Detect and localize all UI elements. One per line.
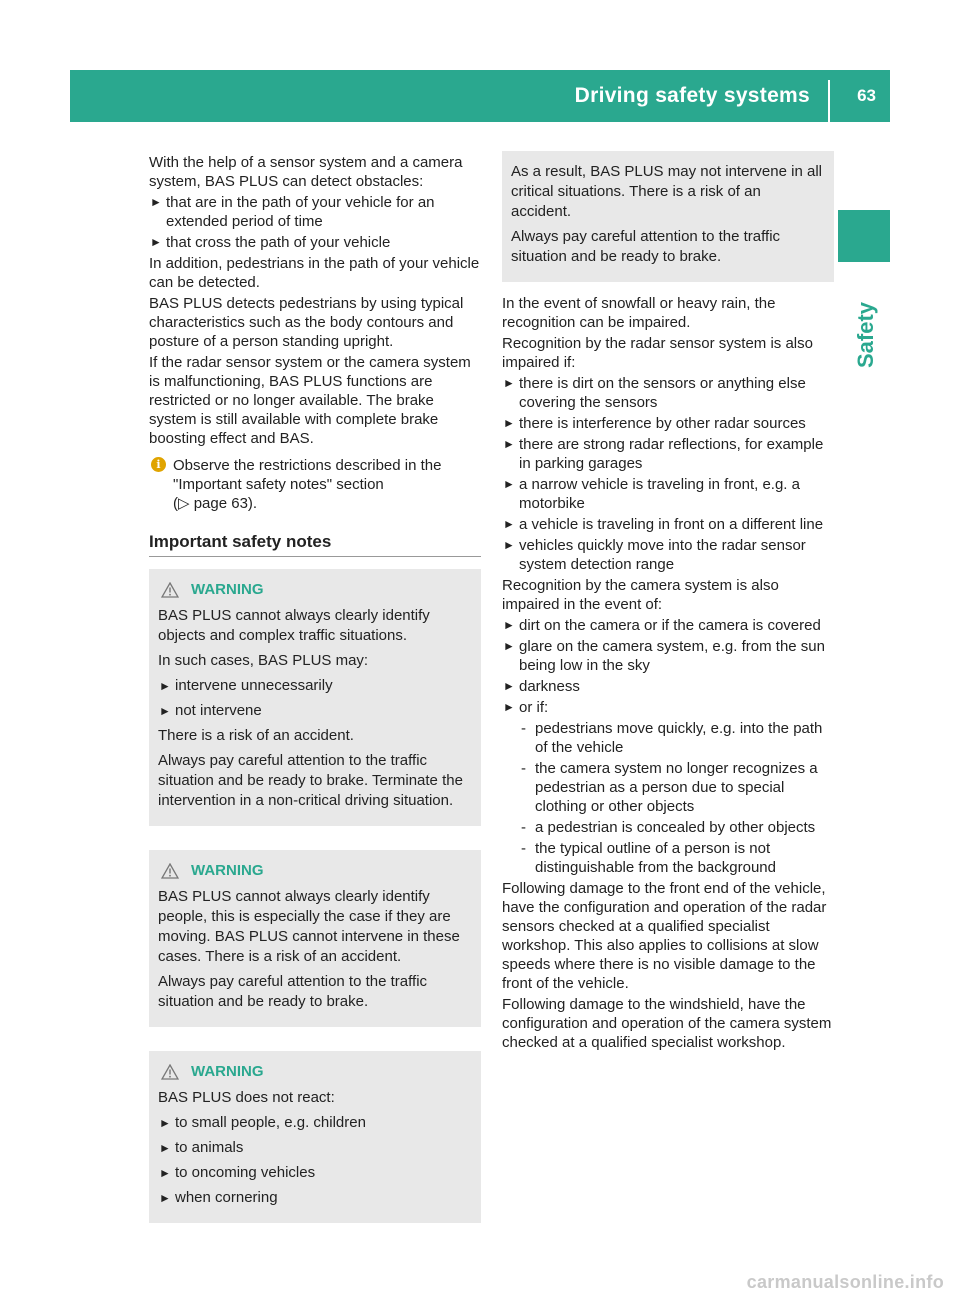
- info-icon: i: [151, 457, 166, 472]
- info-note: [149, 456, 481, 513]
- sub-list-item: - a pedestrian is concealed by other objects: [521, 819, 816, 836]
- warning-text: In such cases, BAS PLUS may:: [158, 652, 369, 669]
- detection-paragraph: BAS PLUS detects pedestrians by using typical characteristics such as the body contours and posture of a person standing upright.: [149, 295, 464, 350]
- warning-box: [149, 850, 481, 1027]
- watermark: carmanualsonline.info: [746, 1272, 944, 1292]
- side-tab-label: [846, 285, 886, 385]
- side-tab-text: Safety: [853, 301, 878, 369]
- warning-title: WARNING: [191, 1063, 264, 1080]
- warning-box: [149, 569, 481, 826]
- sub-list-item: - the camera system no longer recognizes a pedestrian as a person due to special clothing or other objects: [521, 760, 818, 815]
- warning-text: BAS PLUS does not react:: [158, 1089, 335, 1106]
- warning-text: BAS PLUS cannot always clearly identify objects and complex traffic situations.: [158, 607, 430, 644]
- list-item: ► a narrow vehicle is traveling in front, e.g. a motorbike: [503, 476, 800, 512]
- page-reference[interactable]: (▷ page 63).: [173, 495, 258, 512]
- malfunction-paragraph: If the radar sensor system or the camera system is malfunctioning, BAS PLUS functions are restricted or no longer available. The brake system is still available with complete brake boosting effect and BAS.: [149, 354, 471, 447]
- warning-text: BAS PLUS cannot always clearly identify people, this is especially the case if they are moving. BAS PLUS cannot intervene in these cases. There is a risk of an accident.: [158, 888, 460, 965]
- warning-text: As a result, BAS PLUS may not intervene in all critical situations. There is a risk of an accident.: [511, 163, 822, 220]
- header-divider: [828, 80, 830, 122]
- side-tab-marker: [838, 210, 890, 262]
- warning-text: Always pay careful attention to the traffic situation and be ready to brake.: [511, 228, 781, 265]
- list-item: ► to oncoming vehicles: [159, 1164, 316, 1181]
- list-item: ► glare on the camera system, e.g. from the sun being low in the sky: [503, 638, 825, 674]
- warning-text: Always pay careful attention to the traffic situation and be ready to brake. Terminate the intervention in a non-critical driving situation.: [158, 752, 463, 809]
- warning-title: WARNING: [191, 581, 264, 598]
- list-item: ► to animals: [159, 1139, 244, 1156]
- warning-list: [158, 1113, 472, 1208]
- front-damage-paragraph: Following damage to the front end of the vehicle, have the configuration and operation of the radar sensors checked at a qualified specialist workshop. This also applies to collisions at slow speeds where there is no visible damage to the front of the vehicle.: [502, 880, 827, 992]
- warning-box-continued: [502, 151, 834, 282]
- obstacle-list: [149, 193, 481, 252]
- list-item: ► intervene unnecessarily: [159, 677, 333, 694]
- pedestrian-paragraph: In addition, pedestrians in the path of your vehicle can be detected.: [149, 255, 480, 291]
- list-item: ► or if:: [503, 699, 549, 716]
- list-item: ► when cornering: [159, 1189, 278, 1206]
- intro-paragraph: With the help of a sensor system and a camera system, BAS PLUS can detect obstacles:: [149, 154, 463, 190]
- list-item: ► dirt on the camera or if the camera is covered: [503, 617, 821, 634]
- info-note-text: Observe the restrictions described in the "Important safety notes" section: [173, 457, 442, 493]
- radar-intro: Recognition by the radar sensor system is also impaired if:: [502, 335, 813, 371]
- list-item: ► that are in the path of your vehicle for an extended period of time: [150, 194, 435, 230]
- left-column: [149, 153, 481, 1223]
- section-title: Driving safety systems: [574, 84, 810, 107]
- warning-text: There is a risk of an accident.: [158, 727, 354, 744]
- list-item: ► vehicles quickly move into the radar sensor system detection range: [503, 537, 806, 573]
- warning-list: [158, 676, 472, 721]
- sub-list-item: - pedestrians move quickly, e.g. into the path of the vehicle: [521, 720, 823, 756]
- warning-triangle-icon: [161, 863, 179, 879]
- list-item: ► a vehicle is traveling in front on a different line: [503, 516, 824, 533]
- page-number: 63: [857, 86, 876, 105]
- camera-list: [502, 616, 834, 717]
- camera-intro: Recognition by the camera system is also impaired in the event of:: [502, 577, 779, 613]
- list-item: ► not intervene: [159, 702, 262, 719]
- list-item: ► there are strong radar reflections, for example in parking garages: [503, 436, 824, 472]
- weather-paragraph: In the event of snowfall or heavy rain, the recognition can be impaired.: [502, 295, 776, 331]
- list-item: ► that cross the path of your vehicle: [150, 234, 391, 251]
- list-item: ► darkness: [503, 678, 580, 695]
- warning-triangle-icon: [161, 582, 179, 598]
- right-column: [502, 153, 834, 1054]
- camera-sublist: [521, 719, 834, 877]
- list-item: ► to small people, e.g. children: [159, 1114, 366, 1131]
- warning-title: WARNING: [191, 862, 264, 879]
- list-item: ► there is interference by other radar sources: [503, 415, 806, 432]
- radar-list: [502, 374, 834, 574]
- list-item: ► there is dirt on the sensors or anything else covering the sensors: [503, 375, 806, 411]
- section-heading: Important safety notes: [149, 532, 481, 557]
- page-header: [70, 70, 890, 122]
- windshield-paragraph: Following damage to the windshield, have the configuration and operation of the camera system checked at a qualified specialist workshop.: [502, 996, 832, 1051]
- warning-triangle-icon: [161, 1064, 179, 1080]
- sub-list-item: - the typical outline of a person is not distinguishable from the background: [521, 840, 776, 876]
- warning-box: [149, 1051, 481, 1223]
- warning-text: Always pay careful attention to the traffic situation and be ready to brake.: [158, 973, 428, 1010]
